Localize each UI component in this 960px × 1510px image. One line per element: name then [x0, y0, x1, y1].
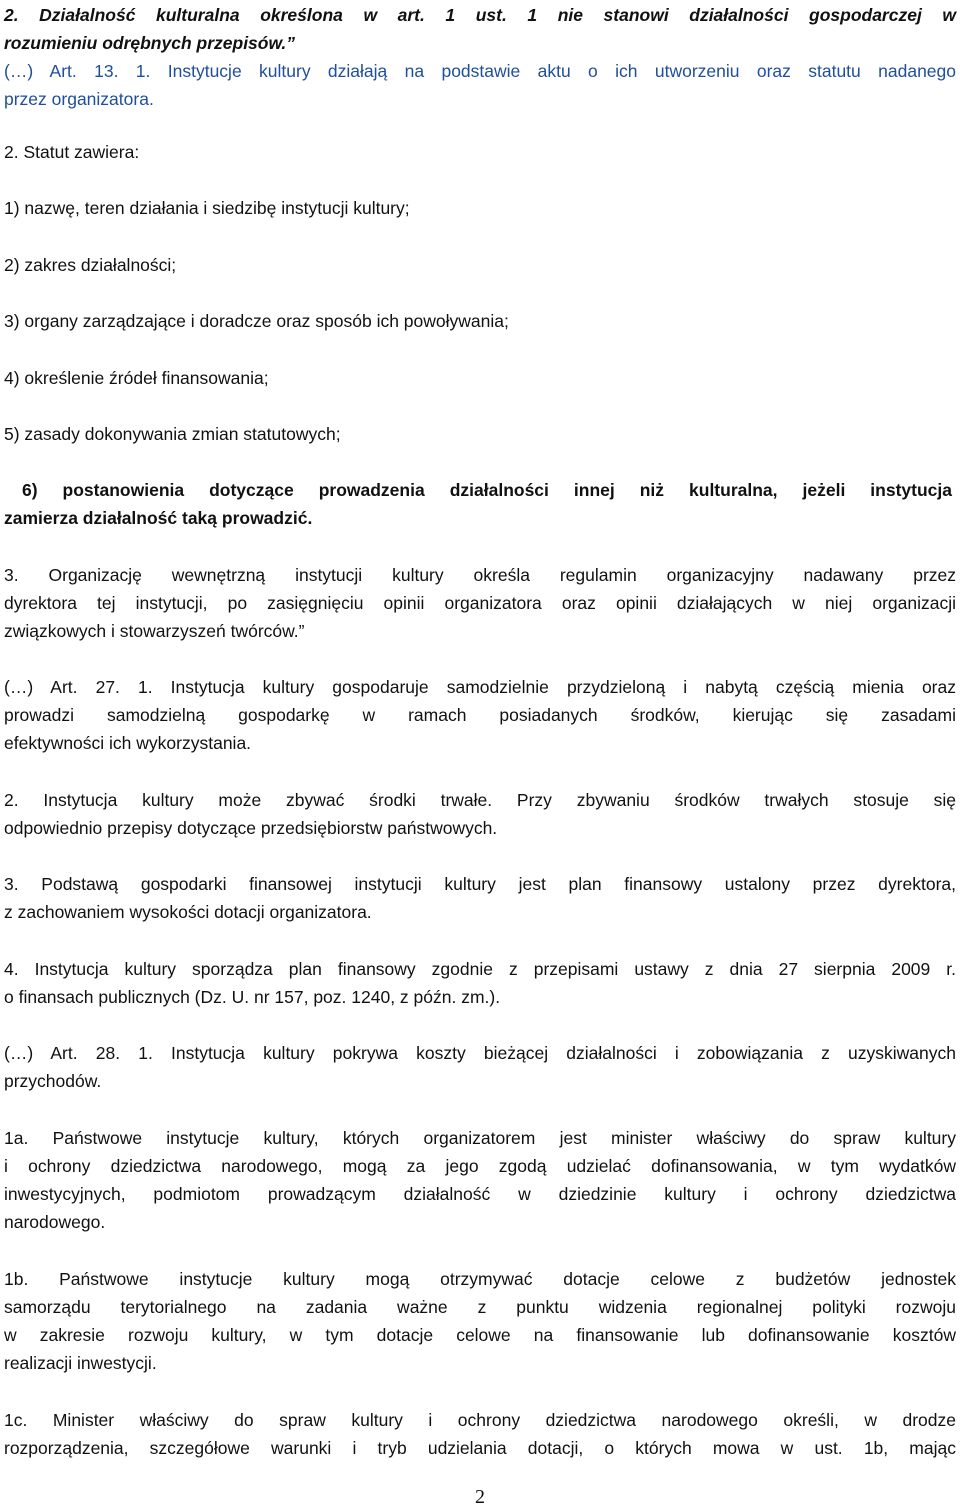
- text-line: i ochrony dziedzictwa narodowego, mogą za jego zgodą udzielać dofinansowania, w tym wydatków: [4, 1156, 956, 1176]
- text-line: 5) zasady dokonywania zmian statutowych;: [4, 424, 341, 444]
- text-line: w zakresie rozwoju kultury, w tym dotacje celowe na finansowanie lub dofinansowanie kosztów: [4, 1325, 956, 1345]
- text-line: 2) zakres działalności;: [4, 255, 177, 275]
- text-line: dyrektora tej instytucji, po zasięgnięciu opinii organizatora oraz opinii działających w niej organizacji: [4, 593, 956, 613]
- text-line: 3) organy zarządzające i doradcze oraz sposób ich powoływania;: [4, 311, 509, 331]
- text-line: 6) postanowienia dotyczące prowadzenia działalności innej niż kulturalna, jeżeli instytucja: [22, 480, 952, 500]
- text-line: (…) Art. 28. 1. Instytucja kultury pokrywa koszty bieżącej działalności i zobowiązania z uzyskiwanych: [4, 1043, 956, 1063]
- text-line: 4. Instytucja kultury sporządza plan finansowy zgodnie z przepisami ustawy z dnia 27 sierpnia 2009 r.: [4, 959, 956, 979]
- text-line: (…) Art. 13. 1. Instytucje kultury działają na podstawie aktu o ich utworzeniu oraz statutu nadanego: [4, 61, 956, 81]
- text-line: przychodów.: [4, 1071, 102, 1091]
- text-line: odpowiednio przepisy dotyczące przedsiębiorstw państwowych.: [4, 818, 498, 838]
- page-number: 2: [475, 1486, 485, 1508]
- text-line: rozumieniu odrębnych przepisów.”: [4, 33, 296, 53]
- text-line: związkowych i stowarzyszeń twórców.”: [4, 621, 305, 641]
- text-line: 1b. Państwowe instytucje kultury mogą otrzymywać dotacje celowe z budżetów jednostek: [4, 1269, 956, 1289]
- text-line: narodowego.: [4, 1212, 106, 1232]
- text-line: rozporządzenia, szczegółowe warunki i tryb udzielania dotacji, o których mowa w ust. 1b, mając: [4, 1438, 956, 1458]
- text-line: 2. Działalność kulturalna określona w art. 1 ust. 1 nie stanowi działalności gospodarczej w: [4, 5, 956, 25]
- text-line: efektywności ich wykorzystania.: [4, 733, 252, 753]
- text-line: z zachowaniem wysokości dotacji organizatora.: [4, 902, 372, 922]
- text-line: 3. Organizację wewnętrzną instytucji kultury określa regulamin organizacyjny nadawany przez: [4, 565, 956, 585]
- text-line: 4) określenie źródeł finansowania;: [4, 368, 269, 388]
- text-line: 1a. Państwowe instytucje kultury, których organizatorem jest minister właściwy do spraw kultury: [4, 1128, 956, 1148]
- text-line: 2. Statut zawiera:: [4, 142, 140, 162]
- text-line: 1c. Minister właściwy do spraw kultury i ochrony dziedzictwa narodowego określi, w drodze: [4, 1410, 956, 1430]
- text-line: samorządu terytorialnego na zadania ważne z punktu widzenia regionalnej polityki rozwoju: [4, 1297, 956, 1317]
- text-line: przez organizatora.: [4, 89, 154, 109]
- text-line: prowadzi samodzielną gospodarkę w ramach posiadanych środków, kierując się zasadami: [4, 705, 956, 725]
- text-line: 1) nazwę, teren działania i siedzibę instytucji kultury;: [4, 198, 410, 218]
- text-line: 2. Instytucja kultury może zbywać środki trwałe. Przy zbywaniu środków trwałych stosuje się: [4, 790, 956, 810]
- text-line: (…) Art. 27. 1. Instytucja kultury gospodaruje samodzielnie przydzieloną i nabytą częścią mienia oraz: [4, 677, 956, 697]
- text-line: inwestycyjnych, podmiotom prowadzącym działalność w dziedzinie kultury i ochrony dziedzictwa: [4, 1184, 956, 1204]
- text-line: zamierza działalność taką prowadzić.: [4, 508, 313, 528]
- text-line: o finansach publicznych (Dz. U. nr 157, poz. 1240, z późn. zm.).: [4, 987, 501, 1007]
- text-line: 3. Podstawą gospodarki finansowej instytucji kultury jest plan finansowy ustalony przez dyrektora,: [4, 874, 956, 894]
- text-line: realizacji inwestycji.: [4, 1353, 157, 1373]
